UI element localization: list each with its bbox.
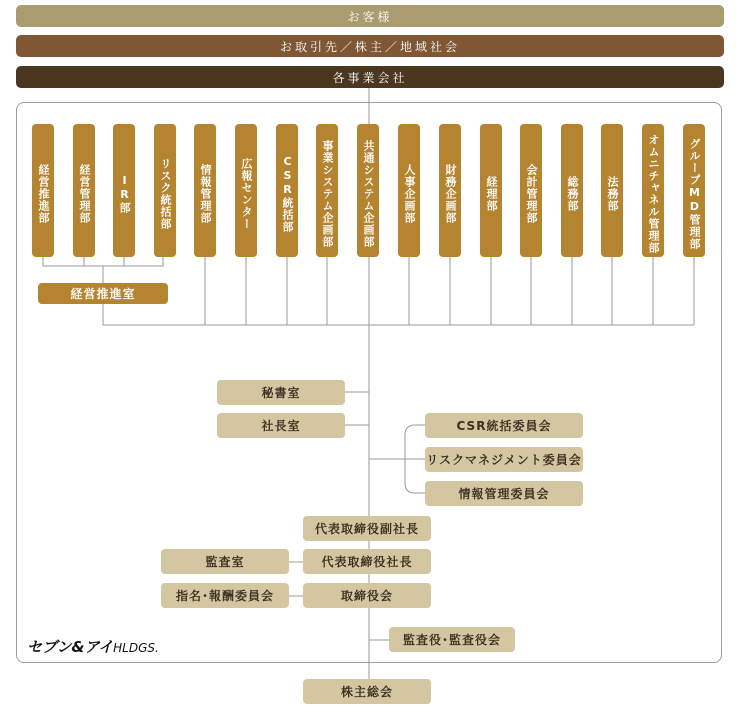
president: 代表取締役社長 <box>303 549 431 574</box>
dept-information-management: 情報管理部 <box>194 124 216 257</box>
dept-legal: 法務部 <box>601 124 623 257</box>
management-promotion-office: 経営推進室 <box>38 283 168 304</box>
dept-management-promotion: 経営推進部 <box>32 124 54 257</box>
dept-ir: IR部 <box>113 124 135 257</box>
dept-finance-planning: 財務企画部 <box>439 124 461 257</box>
corporate-auditors: 監査役･監査役会 <box>389 627 515 652</box>
logo-brand: セブン&アイ <box>27 638 114 656</box>
company-logo <box>27 636 159 657</box>
dept-general-affairs: 総務部 <box>561 124 583 257</box>
dept-csr: CSR統括部 <box>276 124 298 257</box>
stakeholders-bar: お取引先／株主／地域社会 <box>16 35 724 57</box>
dept-group-md: グループMD管理部 <box>683 124 705 257</box>
board-of-directors: 取締役会 <box>303 583 431 608</box>
logo-suffix: HLDGS. <box>113 641 159 655</box>
dept-risk-management: リスク統括部 <box>154 124 176 257</box>
audit-office: 監査室 <box>161 549 289 574</box>
dept-public-relations: 広報センター <box>235 124 257 257</box>
dept-common-systems: 共通システム企画部 <box>357 124 379 257</box>
dept-accounting-control: 会計管理部 <box>520 124 542 257</box>
vice-president: 代表取締役副社長 <box>303 516 431 541</box>
dept-management-control: 経営管理部 <box>73 124 95 257</box>
operating-companies-bar: 各事業会社 <box>16 66 724 88</box>
dept-omni-channel: オムニチャネル管理部 <box>642 124 664 257</box>
nomination-compensation-committee: 指名･報酬委員会 <box>161 583 289 608</box>
csr-committee: CSR統括委員会 <box>425 413 583 438</box>
president-office: 社長室 <box>217 413 345 438</box>
risk-management-committee: リスクマネジメント委員会 <box>425 447 583 472</box>
shareholders-meeting: 株主総会 <box>303 679 431 704</box>
dept-human-resources: 人事企画部 <box>398 124 420 257</box>
information-management-committee: 情報管理委員会 <box>425 481 583 506</box>
customers-bar: お客様 <box>16 5 724 27</box>
dept-accounting: 経理部 <box>480 124 502 257</box>
dept-business-systems: 事業システム企画部 <box>316 124 338 257</box>
secretary-office: 秘書室 <box>217 380 345 405</box>
